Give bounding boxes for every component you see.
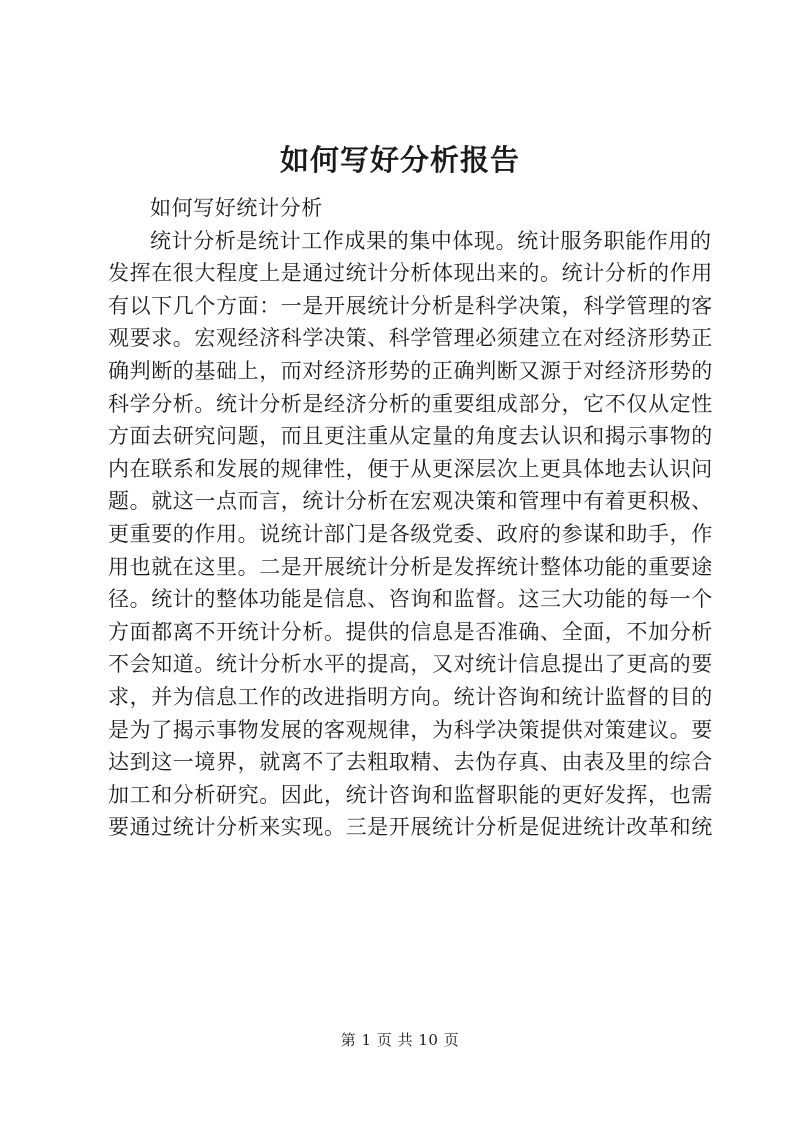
paragraph-line: 方面都离不开统计分析。提供的信息是否准确、全面，不加分析 — [108, 619, 713, 644]
paragraph-line: 达到这一境界，就离不了去粗取精、去伪存真、由表及里的综合 — [108, 750, 713, 775]
paragraph-line: 用也就在这里。二是开展统计分析是发挥统计整体功能的重要途 — [108, 554, 713, 579]
paragraph-line: 不会知道。统计分析水平的提高，又对统计信息提出了更高的要 — [108, 652, 713, 677]
paragraph-line: 题。就这一点而言，统计分析在宏观决策和管理中有着更积极、 — [108, 489, 713, 514]
paragraph-line: 求，并为信息工作的改进指明方向。统计咨询和统计监督的目的 — [108, 684, 713, 709]
page-number-footer: 第 1 页 共 10 页 — [340, 1031, 460, 1049]
paragraph-line: 是为了揭示事物发展的客观规律，为科学决策提供对策建议。要 — [108, 717, 713, 742]
paragraph-line: 有以下几个方面：一是开展统计分析是科学决策，科学管理的客 — [108, 293, 713, 318]
paragraph-line: 发挥在很大程度上是通过统计分析体现出来的。统计分析的作用 — [108, 261, 713, 286]
paragraph-line: 统计分析是统计工作成果的集中体现。统计服务职能作用的 — [150, 228, 712, 253]
document-title: 如何写好分析报告 — [279, 143, 520, 177]
paragraph-line: 方面去研究问题，而且更注重从定量的角度去认识和揭示事物的 — [108, 424, 713, 449]
document-subtitle: 如何写好统计分析 — [150, 196, 323, 220]
document-body — [108, 192, 713, 844]
paragraph-line: 内在联系和发展的规律性，便于从更深层次上更具体地去认识问 — [108, 456, 713, 481]
paragraph-line: 科学分析。统计分析是经济分析的重要组成部分，它不仅从定性 — [108, 391, 713, 416]
paragraph-line: 加工和分析研究。因此，统计咨询和监督职能的更好发挥，也需 — [108, 782, 713, 807]
paragraph-line: 观要求。宏观经济科学决策、科学管理必须建立在对经济形势正 — [108, 326, 713, 351]
paragraph-line: 要通过统计分析来实现。三是开展统计分析是促进统计改革和统 — [108, 815, 713, 840]
paragraph-line: 更重要的作用。说统计部门是各级党委、政府的参谋和助手，作 — [108, 521, 713, 546]
paragraph-line: 径。统计的整体功能是信息、咨询和监督。这三大功能的每一个 — [108, 587, 713, 612]
paragraph-line: 确判断的基础上，而对经济形势的正确判断又源于对经济形势的 — [108, 358, 713, 383]
